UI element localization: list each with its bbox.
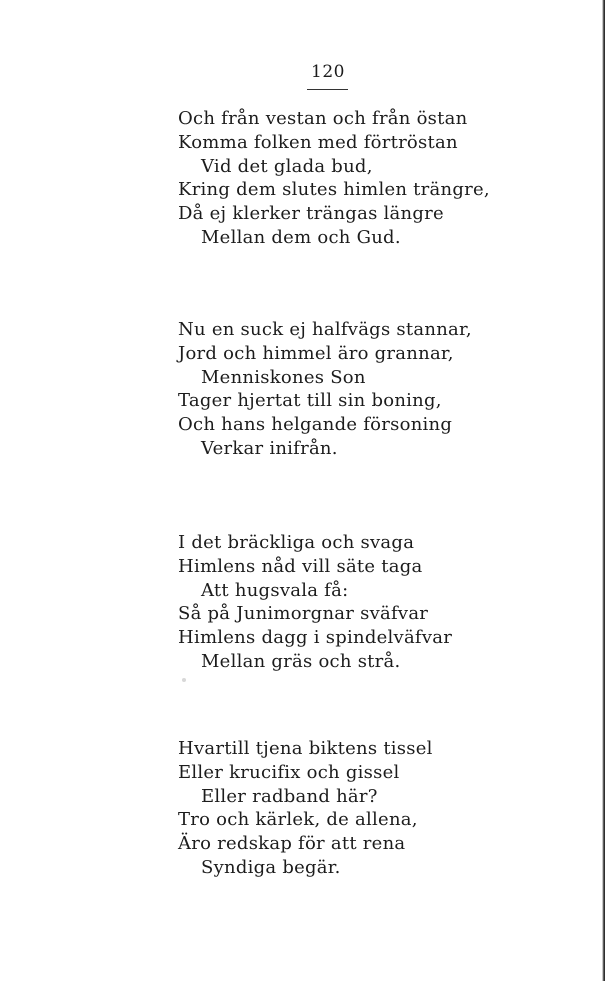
poem-line-indented: Vid det glada bud, xyxy=(201,155,373,177)
poem-line: Eller krucifix och gissel xyxy=(178,761,400,783)
poem-line-indented: Syndiga begär. xyxy=(201,856,341,878)
poem-line: Då ej klerker trängas längre xyxy=(178,203,444,225)
paper-speck xyxy=(182,678,186,682)
poem-line: Och från vestan och från östan xyxy=(178,108,468,129)
poem-line: Äro redskap för att rena xyxy=(178,833,406,855)
poem-line: Nu en suck ej halfvägs stannar, xyxy=(178,319,472,340)
page-number: 120 xyxy=(311,62,345,82)
poem-line: Komma folken med förtröstan xyxy=(178,131,458,153)
poem-line-indented: Verkar inifrån. xyxy=(201,437,338,459)
poem-line: Himlens dagg i spindelväfvar xyxy=(178,627,453,649)
poem-line: I det bräckliga och svaga xyxy=(178,532,415,553)
poem-line-indented: Att hugsvala få: xyxy=(201,579,349,601)
stanza-4 xyxy=(178,737,508,880)
poem-line: Jord och himmel äro grannar, xyxy=(178,342,454,364)
page-edge-shadow xyxy=(602,0,605,981)
stanza-3 xyxy=(178,531,508,674)
stanza-2 xyxy=(178,318,508,461)
poem-line: Så på Junimorgnar sväfvar xyxy=(178,603,429,625)
poem-line: Hvartill tjena biktens tissel xyxy=(178,738,433,759)
poem-line: Himlens nåd vill säte taga xyxy=(178,555,423,577)
page-number-rule xyxy=(307,89,348,90)
stanza-1 xyxy=(178,107,508,250)
poem-line-indented: Menniskones Son xyxy=(201,366,366,388)
poem-line: Tro och kärlek, de allena, xyxy=(178,809,418,831)
poem-line: Kring dem slutes himlen trängre, xyxy=(178,179,490,201)
poem-line: Tager hjertat till sin boning, xyxy=(178,390,442,412)
poem-line: Och hans helgande försoning xyxy=(178,414,453,436)
poem-line-indented: Mellan dem och Gud. xyxy=(201,226,401,248)
poem-line-indented: Eller radband här? xyxy=(201,785,378,807)
poem-line-indented: Mellan gräs och strå. xyxy=(201,650,401,672)
